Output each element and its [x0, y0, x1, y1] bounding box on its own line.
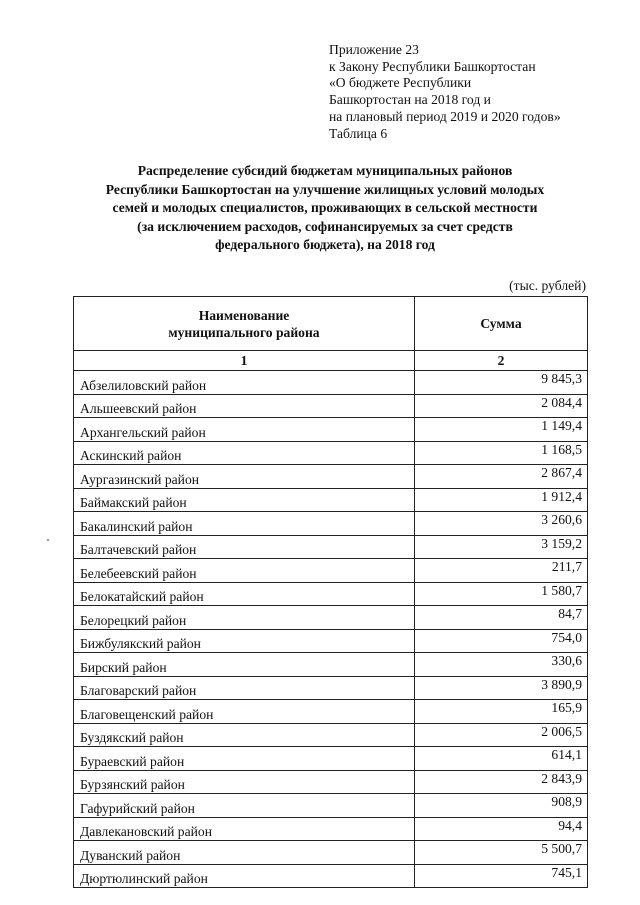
header-name-line2: муниципального района [168, 324, 320, 340]
appendix-line: «О бюджете Республики [329, 75, 472, 91]
sum-cell: 165,9 [415, 700, 588, 724]
table-row [74, 794, 588, 818]
district-name-cell: Дюртюлинский район [74, 864, 415, 888]
title-line: Распределение субсидий бюджетам муниципальных районов [137, 163, 513, 178]
sum-cell: 3 260,6 [415, 512, 588, 536]
table-row [74, 535, 588, 559]
sum-cell: 3 159,2 [415, 535, 588, 559]
header-name [74, 297, 415, 351]
district-name-cell: Дуванский район [74, 841, 415, 865]
district-name-cell: Буздякский район [74, 723, 415, 747]
district-name-cell: Благоварский район [74, 676, 415, 700]
table-row [74, 723, 588, 747]
subsidy-table [73, 296, 588, 888]
table-row [74, 559, 588, 583]
appendix-line: к Закону Республики Башкортостан [329, 58, 536, 74]
district-name-cell: Бирский район [74, 653, 415, 677]
table-row [74, 488, 588, 512]
column-number-2: 2 [415, 351, 588, 371]
sum-cell: 1 168,5 [415, 441, 588, 465]
sum-cell: 2 084,4 [415, 394, 588, 418]
appendix-line: Башкортостан на 2018 год и [329, 92, 491, 108]
sum-cell: 5 500,7 [415, 841, 588, 865]
sum-cell: 211,7 [415, 559, 588, 583]
table-row [74, 864, 588, 888]
table-body [74, 371, 588, 888]
district-name-cell: Белокатайский район [74, 582, 415, 606]
sum-cell: 1 149,4 [415, 418, 588, 442]
column-number-1: 1 [74, 351, 415, 371]
document-title [60, 162, 590, 255]
table-row [74, 841, 588, 865]
sum-cell: 3 890,9 [415, 676, 588, 700]
sum-cell: 1 580,7 [415, 582, 588, 606]
district-name-cell: Аургазинский район [74, 465, 415, 489]
table-row [74, 653, 588, 677]
appendix-line: на плановый период 2019 и 2020 годов» [329, 108, 561, 124]
district-name-cell: Аскинский район [74, 441, 415, 465]
table-row [74, 700, 588, 724]
title-line: федерального бюджета), на 2018 год [215, 237, 435, 252]
header-name-line1: Наименование [198, 307, 290, 323]
table-row [74, 747, 588, 771]
district-name-cell: Бураевский район [74, 747, 415, 771]
district-name-cell: Гафурийский район [74, 794, 415, 818]
table-row [74, 582, 588, 606]
title-line: Республики Башкортостан на улучшение жилищных условий молодых [105, 181, 545, 197]
district-name-cell: Давлекановский район [74, 817, 415, 841]
table-row [74, 371, 588, 395]
district-name-cell: Альшеевский район [74, 394, 415, 418]
appendix-reference [329, 42, 619, 142]
sum-cell: 94,4 [415, 817, 588, 841]
title-line: семей и молодых специалистов, проживающих в сельской местности [112, 200, 538, 215]
sum-cell: 614,1 [415, 747, 588, 771]
table-row [74, 629, 588, 653]
sum-cell: 1 912,4 [415, 488, 588, 512]
sum-cell: 2 843,9 [415, 770, 588, 794]
district-name-cell: Бакалинский район [74, 512, 415, 536]
district-name-cell: Белорецкий район [74, 606, 415, 630]
table-header-row [74, 297, 588, 351]
table-row [74, 512, 588, 536]
column-number-row [74, 351, 588, 371]
sum-cell: 2 867,4 [415, 465, 588, 489]
header-sum: Сумма [415, 297, 588, 351]
units-label: (тыс. рублей) [509, 278, 586, 293]
sum-cell: 330,6 [415, 653, 588, 677]
appendix-line: Таблица 6 [329, 125, 388, 141]
district-name-cell: Белебеевский район [74, 559, 415, 583]
district-name-cell: Благовещенский район [74, 700, 415, 724]
sum-cell: 745,1 [415, 864, 588, 888]
sum-cell: 9 845,3 [415, 371, 588, 395]
table-row [74, 465, 588, 489]
sum-cell: 84,7 [415, 606, 588, 630]
table-row [74, 394, 588, 418]
table-row [74, 441, 588, 465]
district-name-cell: Балтачевский район [74, 535, 415, 559]
title-line: (за исключением расходов, софинансируемых за счет средств [137, 218, 513, 234]
district-name-cell: Абзелиловский район [74, 371, 415, 395]
district-name-cell: Бурзянский район [74, 770, 415, 794]
table-row [74, 418, 588, 442]
district-name-cell: Архангельский район [74, 418, 415, 442]
table-row [74, 606, 588, 630]
sum-cell: 2 006,5 [415, 723, 588, 747]
table-row [74, 770, 588, 794]
sum-cell: 754,0 [415, 629, 588, 653]
table-row [74, 676, 588, 700]
scan-speck [47, 539, 49, 541]
table-row [74, 817, 588, 841]
district-name-cell: Баймакский район [74, 488, 415, 512]
appendix-line: Приложение 23 [329, 42, 419, 57]
district-name-cell: Бижбулякский район [74, 629, 415, 653]
sum-cell: 908,9 [415, 794, 588, 818]
